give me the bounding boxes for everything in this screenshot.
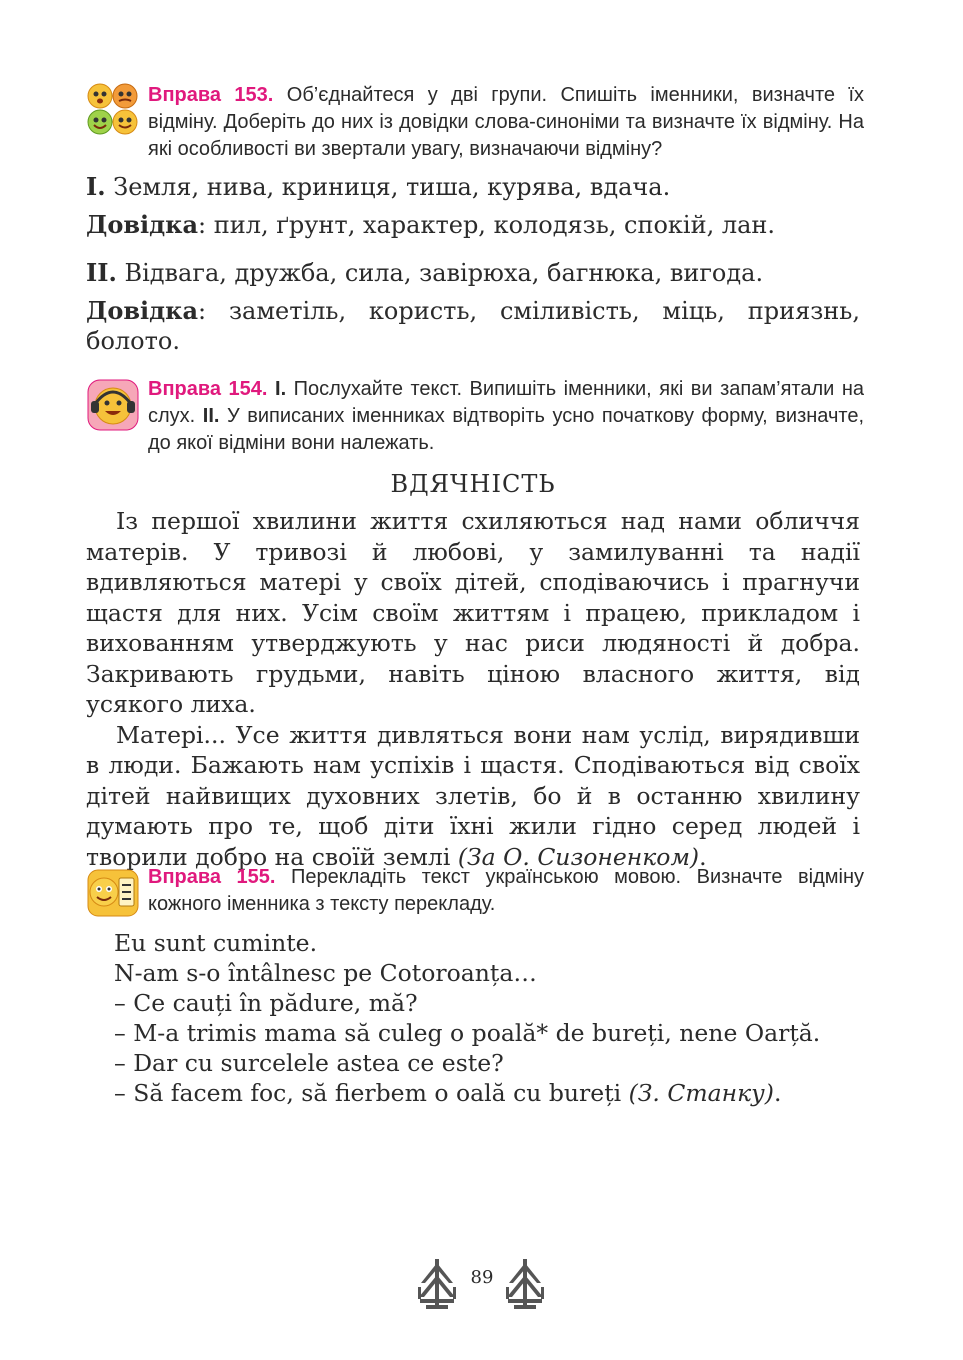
story-source: (За О. Сизоненком): [457, 842, 700, 871]
exercise-153-instruction: [148, 82, 864, 163]
group-1-list: Земля, нива, криниця, тиша, курява, вдача.: [113, 173, 671, 201]
group-1-marker: I.: [86, 172, 106, 201]
page-footer: [0, 1255, 963, 1315]
story-paragraph-2-text: Матері... Усе життя дивляться вони нам услід, вирядивши в люди. Бажають нам успіхів і щастя. Сподіваються від своїх дітей найвищих духовних злетів, бо й в останню хвилину думають про те, щоб діти їхні жили гідно серед людей і творили добро на своїй землі: [86, 720, 860, 871]
romanian-line-2: N-am s-o întâlnesc pe Cotoroanța…: [114, 959, 537, 987]
exercise-155-text: Перекладіть текст українською мовою. Визначте відміну кожного іменника з тексту перекладу.: [148, 866, 864, 915]
exercise-153-task: [86, 82, 864, 163]
left-ornament-icon: [416, 1257, 458, 1311]
romanian-line-1: Eu sunt cuminte.: [114, 929, 318, 957]
story-paragraph-1: Із першої хвилини життя схиляються над нами обличчя матерів. У тривозі й любові, у замилуванні та надії вдивляються матері у своїх дітей, сподіваючись і прагнучи щастя для них. Усім своїм життям і працею, прикладом і вихованням утверджують у нас риси людяності й добра. Закривають грудьми, навіть ціною власного життя, від усякого лиха.: [86, 507, 860, 718]
part-2-marker: II.: [202, 405, 220, 427]
exercise-155-task: [86, 864, 864, 918]
right-ornament-icon: [504, 1257, 546, 1311]
story-title: ВДЯЧНІСТЬ: [390, 470, 556, 498]
group-2-list: Відвага, дружба, сила, завірюха, багнюка, вигода.: [124, 259, 764, 287]
exercise-154-text-1: Послухайте текст. Випишіть іменники, які ви запам’ятали на слух.: [148, 378, 864, 427]
romanian-end-punct: .: [773, 1079, 782, 1107]
part-1-marker: I.: [275, 378, 287, 400]
group-emoji-icon: [86, 82, 140, 136]
hint-1: [86, 210, 860, 240]
exercise-154-label: Вправа 154.: [148, 378, 268, 400]
exercise-155-label: Вправа 155.: [148, 866, 276, 888]
hint-2-words: : заметіль, користь, сміливість, міць, приязнь, болото.: [86, 297, 860, 355]
story-text: [86, 506, 860, 872]
romanian-line-3: – Ce cauți în pădure, mă?: [114, 989, 418, 1017]
group-1-words: [86, 172, 860, 202]
exercise-153-text: Об’єднайтеся у дві групи. Спишіть іменники, визначте їх відміну. Доберіть до них із довідки слова-синоніми та визначте їх відміну. На які особливості ви звертали увагу, визначаючи відміну?: [148, 84, 865, 160]
romanian-line-4: – M-a trimis mama să culeg o poală* de bureți, nene Oarță.: [114, 1019, 821, 1047]
page-number: 89: [470, 1267, 494, 1288]
romanian-line-6-text: – Să facem foc, să fierbem o oală cu bureți: [114, 1079, 629, 1107]
story-paragraph-2: [86, 720, 860, 873]
book-emoji-icon: [86, 866, 140, 920]
exercise-153-label: Вправа 153.: [148, 84, 274, 106]
exercise-154-instruction: [148, 376, 864, 457]
hint-2-label: Довідка: [86, 296, 199, 325]
exercise-155-instruction: [148, 864, 864, 918]
exercise-154-text-2: У виписаних іменниках відтворіть усно початкову форму, визначте, до якої відміни вони належать.: [148, 405, 865, 454]
hint-1-label: Довідка: [86, 210, 199, 239]
romanian-text: [114, 928, 820, 1108]
romanian-source: (З. Станку): [628, 1079, 774, 1107]
group-2-marker: II.: [86, 258, 117, 287]
exercise-154-task: [86, 376, 864, 457]
hint-2: [86, 296, 860, 356]
group-2-words: [86, 258, 860, 288]
hint-1-words: : пил, ґрунт, характер, колодязь, спокій, лан.: [198, 211, 776, 239]
romanian-line-5: – Dar cu surcelele astea ce este?: [114, 1049, 504, 1077]
romanian-line-6: [114, 1078, 820, 1108]
headphones-emoji-icon: [86, 378, 140, 432]
story-end-punct: .: [699, 842, 707, 871]
